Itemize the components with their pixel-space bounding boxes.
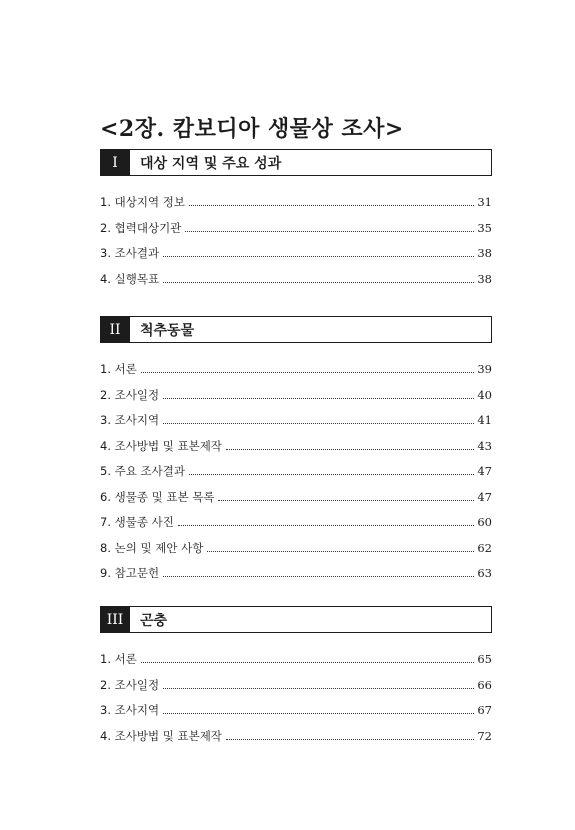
toc-entry-label: 6. 생물종 및 표본 목록 [100,489,215,504]
toc-entry-label: 4. 조사방법 및 표본제작 [100,438,222,453]
toc-entry[interactable] [100,514,492,540]
toc-entry-label: 4. 실행목표 [100,271,160,286]
toc-entry[interactable] [100,271,492,297]
toc-entry-label: 2. 조사일정 [100,387,160,402]
dot-leader [141,372,475,373]
section-numeral: I [100,149,130,176]
toc-entry[interactable] [100,194,492,220]
toc-entry-page: 65 [477,652,492,666]
dot-leader [163,398,474,399]
toc-entry[interactable] [100,245,492,271]
section-header [100,149,492,176]
toc-entry-page: 31 [477,195,492,209]
dot-leader [163,282,474,283]
dot-leader [178,525,475,526]
toc-entry[interactable] [100,387,492,413]
toc-entry-label: 3. 조사지역 [100,703,160,717]
toc-entry-page: 47 [477,464,492,478]
toc-entry[interactable] [100,702,492,728]
dot-leader [226,739,474,740]
toc-entry-page: 47 [477,489,492,504]
toc-entry-page: 67 [477,703,492,717]
section-title: 대상 지역 및 주요 성과 [130,149,492,176]
dot-leader [189,205,474,206]
dot-leader [189,474,474,475]
toc-entry[interactable] [100,651,492,677]
dot-leader [163,688,474,689]
toc-list [100,651,492,753]
toc-entry-page: 39 [477,362,492,376]
toc-entry-label: 7. 생물종 사진 [100,515,174,529]
dot-leader [141,662,475,663]
toc-entry-page: 66 [477,677,492,692]
dot-leader [163,423,474,424]
dot-leader [163,713,474,714]
dot-leader [163,576,474,577]
section-1 [100,149,492,296]
toc-entry-label: 4. 조사방법 및 표본제작 [100,728,222,743]
toc-entry-label: 3. 조사지역 [100,413,160,427]
toc-entry-page: 60 [477,515,492,529]
toc-entry[interactable] [100,361,492,387]
toc-list [100,194,492,296]
toc-entry[interactable] [100,438,492,464]
chapter-title: <2장. 캄보디아 생물상 조사> [100,116,404,142]
toc-entry-label: 2. 조사일정 [100,677,160,692]
toc-entry-label: 1. 서론 [100,362,137,376]
section-numeral: II [100,316,130,343]
dot-leader [185,231,474,232]
dot-leader [226,449,474,450]
section-3 [100,606,492,753]
toc-entry-page: 72 [477,728,492,743]
toc-entry-label: 3. 조사결과 [100,246,160,260]
section-title: 척추동물 [130,316,492,343]
toc-entry-page: 43 [477,438,492,453]
toc-entry-page: 41 [477,413,492,427]
dot-leader [207,551,474,552]
toc-entry[interactable] [100,728,492,754]
section-numeral: III [100,606,130,633]
section-2 [100,316,492,591]
toc-entry-page: 38 [477,271,492,286]
toc-entry[interactable] [100,489,492,515]
toc-entry-page: 35 [477,220,492,235]
section-title: 곤충 [130,606,492,633]
toc-entry[interactable] [100,220,492,246]
toc-entry[interactable] [100,540,492,566]
toc-entry-label: 1. 서론 [100,652,137,666]
toc-entry-page: 38 [477,246,492,260]
toc-entry-label: 8. 논의 및 제안 사항 [100,540,204,555]
toc-entry-label: 9. 참고문헌 [100,566,160,580]
toc-entry-label: 5. 주요 조사결과 [100,464,185,478]
section-header [100,606,492,633]
toc-entry-label: 1. 대상지역 정보 [100,195,185,209]
toc-entry-page: 40 [477,387,492,402]
toc-entry[interactable] [100,677,492,703]
toc-entry-label: 2. 협력대상기관 [100,220,182,235]
dot-leader [163,256,474,257]
dot-leader [218,500,474,501]
toc-entry[interactable] [100,463,492,489]
toc-entry[interactable] [100,565,492,591]
toc-entry[interactable] [100,412,492,438]
toc-entry-page: 63 [477,566,492,580]
toc-list [100,361,492,591]
section-header [100,316,492,343]
toc-entry-page: 62 [477,540,492,555]
